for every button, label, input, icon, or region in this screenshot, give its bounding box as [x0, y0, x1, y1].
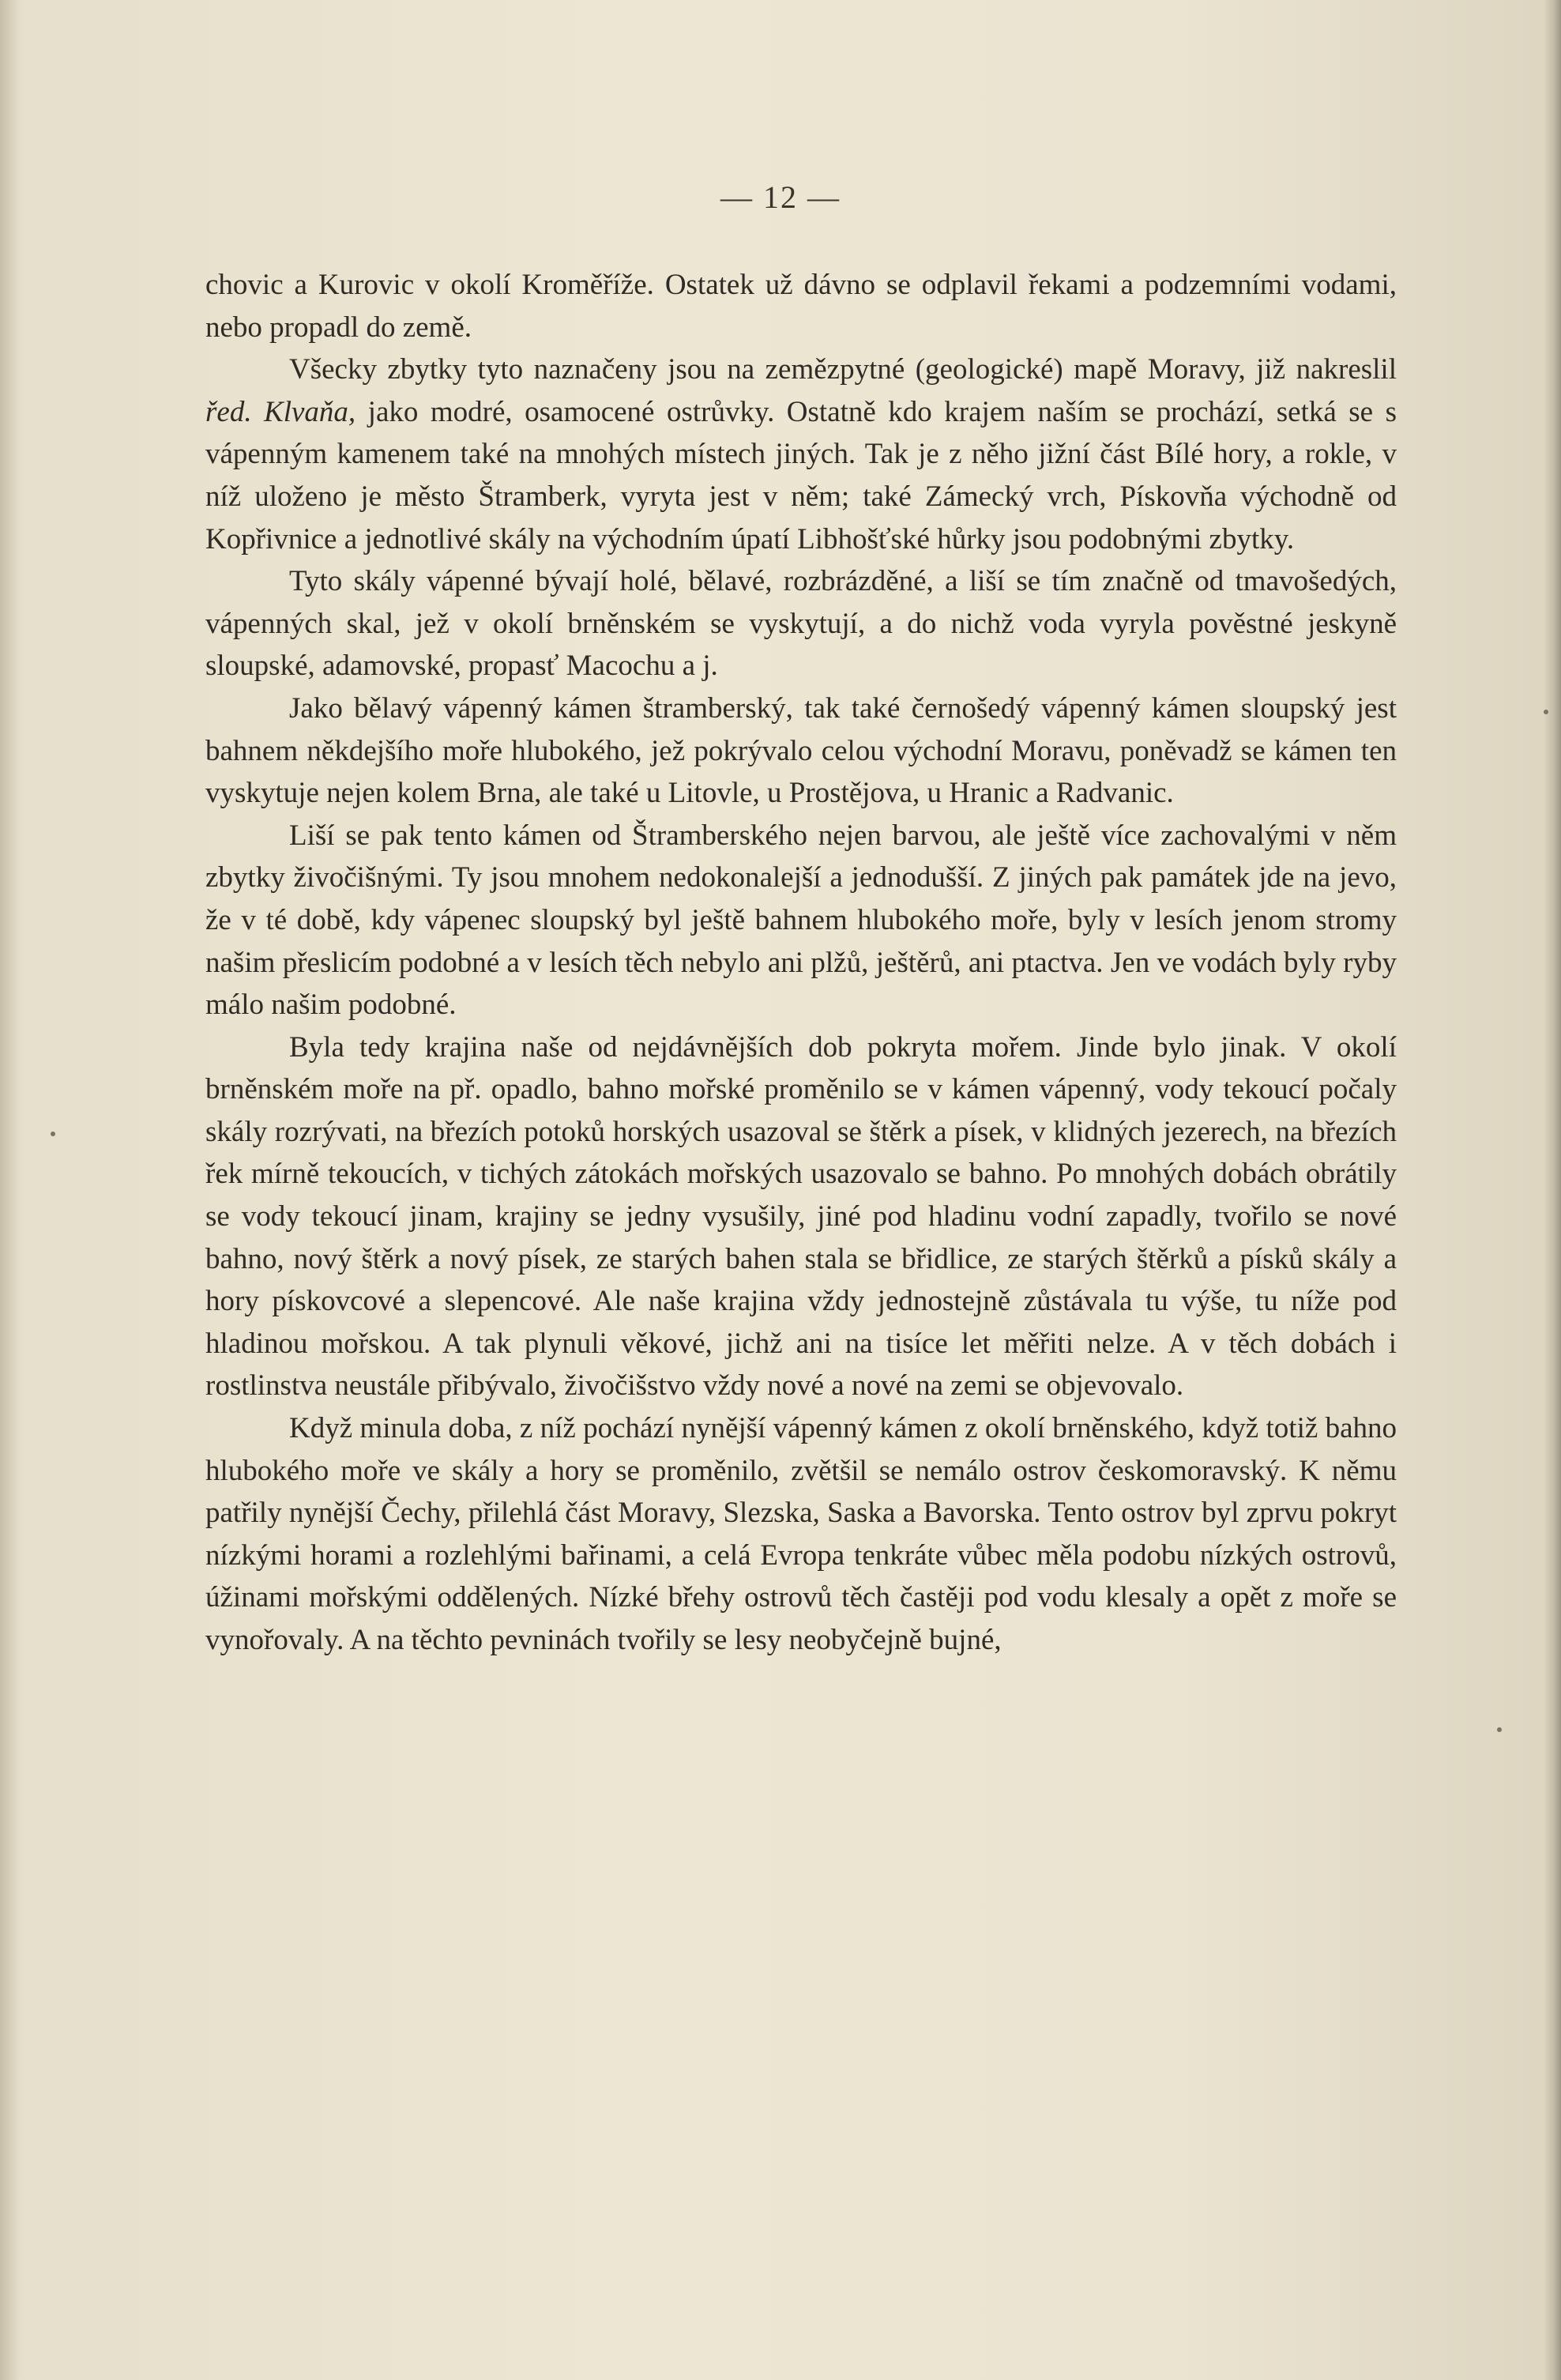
paragraph	[205, 348, 1397, 560]
paragraph-text: Tyto skály vápenné bývají holé, bělavé, rozbrázděné, a liší se tím značně od tmavošedých, vápenných skal, jež v okolí brněnském se vyskytují, a do nichž voda vyryla pověstné jeskyně sloupské, adamovské, propasť Macochu a j.	[205, 565, 1397, 683]
scan-speck	[1497, 1727, 1502, 1732]
paragraph-text: Liší se pak tento kámen od Štramberského nejen barvou, ale ještě více zachovalými v něm zbytky živočišnými. Ty jsou mnohem nedokonalejší a jednodušší. Z jiných pak památek jde na jevo, že v té době, kdy vápenec sloupský byl ještě bahnem hlubokého moře, byly v lesích jenom stromy našim přeslicím podobné a v lesích těch nebylo ani plžů, ještěrů, ani ptactva. Jen ve vodách byly ryby málo našim podobné.	[205, 819, 1397, 1022]
paragraph-text: Když minula doba, z níž pochází nynější vápenný kámen z okolí brněnského, když totiž bahno hlubokého moře ve skály a hory se proměnilo, zvětšil se nemálo ostrov českomoravský. K němu patřily nynější Čechy, přilehlá část Moravy, Slezska, Saska a Bavorska. Tento ostrov byl zprvu pokryt nízkými horami a rozlehlými bařinami, a celá Evropa tenkráte vůbec měla podobu nízkých ostrovů, úžinami mořskými oddělených. Nízké břehy ostrovů těch častěji pod vodu klesaly a opět z moře se vynořovaly. A na těchto pevninách tvořily se lesy neobyčejně bujné,	[205, 1412, 1397, 1656]
italic-text: řed. Klvaňa,	[205, 395, 356, 428]
paragraph	[205, 687, 1397, 815]
page-right-shadow	[1544, 0, 1561, 2380]
paragraph	[205, 264, 1397, 348]
scan-speck	[51, 1132, 55, 1136]
paragraph-text: Všecky zbytky tyto naznačeny jsou na zemězpytné (geologické) mapě Moravy, již nakreslil	[289, 353, 1397, 386]
body-text	[205, 264, 1397, 1662]
scan-speck	[1544, 710, 1548, 714]
paragraph	[205, 815, 1397, 1026]
paragraph-text: Jako bělavý vápenný kámen štramberský, tak také černošedý vápenný kámen sloupský jest bahnem někdejšího moře hlubokého, jež pokrývalo celou východní Moravu, poněvadž se kámen ten vyskytuje nejen kolem Brna, ale také u Litovle, u Prostějova, u Hranic a Radvanic.	[205, 691, 1397, 810]
paragraph-text: chovic a Kurovic v okolí Kroměříže. Ostatek už dávno se odplavil řekami a podzemními vodami, nebo propadl do země.	[205, 269, 1397, 344]
page-left-shadow	[0, 0, 21, 2380]
paragraph-text: Byla tedy krajina naše od nejdávnějších dob pokryta mořem. Jinde bylo jinak. V okolí brněnském moře na př. opadlo, bahno mořské proměnilo se v kámen vápenný, vody tekoucí počaly skály rozrývati, na březích potoků horských usazoval se štěrk a písek, v klidných jezerech, na březích řek mírně tekoucích, v tichých zátokách mořských usazovalo se bahno. Po mnohých dobách obrátily se vody tekoucí jinam, krajiny se jedny vysušily, jiné pod hladinu vodní zapadly, tvořilo se nové bahno, nový štěrk a nový písek, ze starých bahen stala se břidlice, ze starých štěrků a písků skály a hory pískovcové a slepencové. Ale naše krajina vždy jednostejně zůstávala tu výše, tu níže pod hladinou mořskou. A tak plynuli věkové, jichž ani na tisíce let měřiti nelze. A v těch dobách i rostlinstva neustále přibývalo, živočišstvo vždy nové a nové na zemi se objevovalo.	[205, 1030, 1397, 1403]
paragraph	[205, 1407, 1397, 1662]
paragraph	[205, 1026, 1397, 1407]
paragraph-text: jako modré, osamocené ostrůvky. Ostatně kdo krajem naším se prochází, setká se s vápenným kamenem také na mnohých místech jiných. Tak je z něho jižní část Bílé hory, a rokle, v níž uloženo je město Štramberk, vyryta jest v něm; také Zámecký vrch, Pískovňa východně od Kopřivnice a jednotlivé skály na východním úpatí Libhošťské hůrky jsou podobnými zbytky.	[205, 395, 1397, 555]
paragraph	[205, 560, 1397, 687]
page-number: — 12 —	[720, 179, 841, 215]
